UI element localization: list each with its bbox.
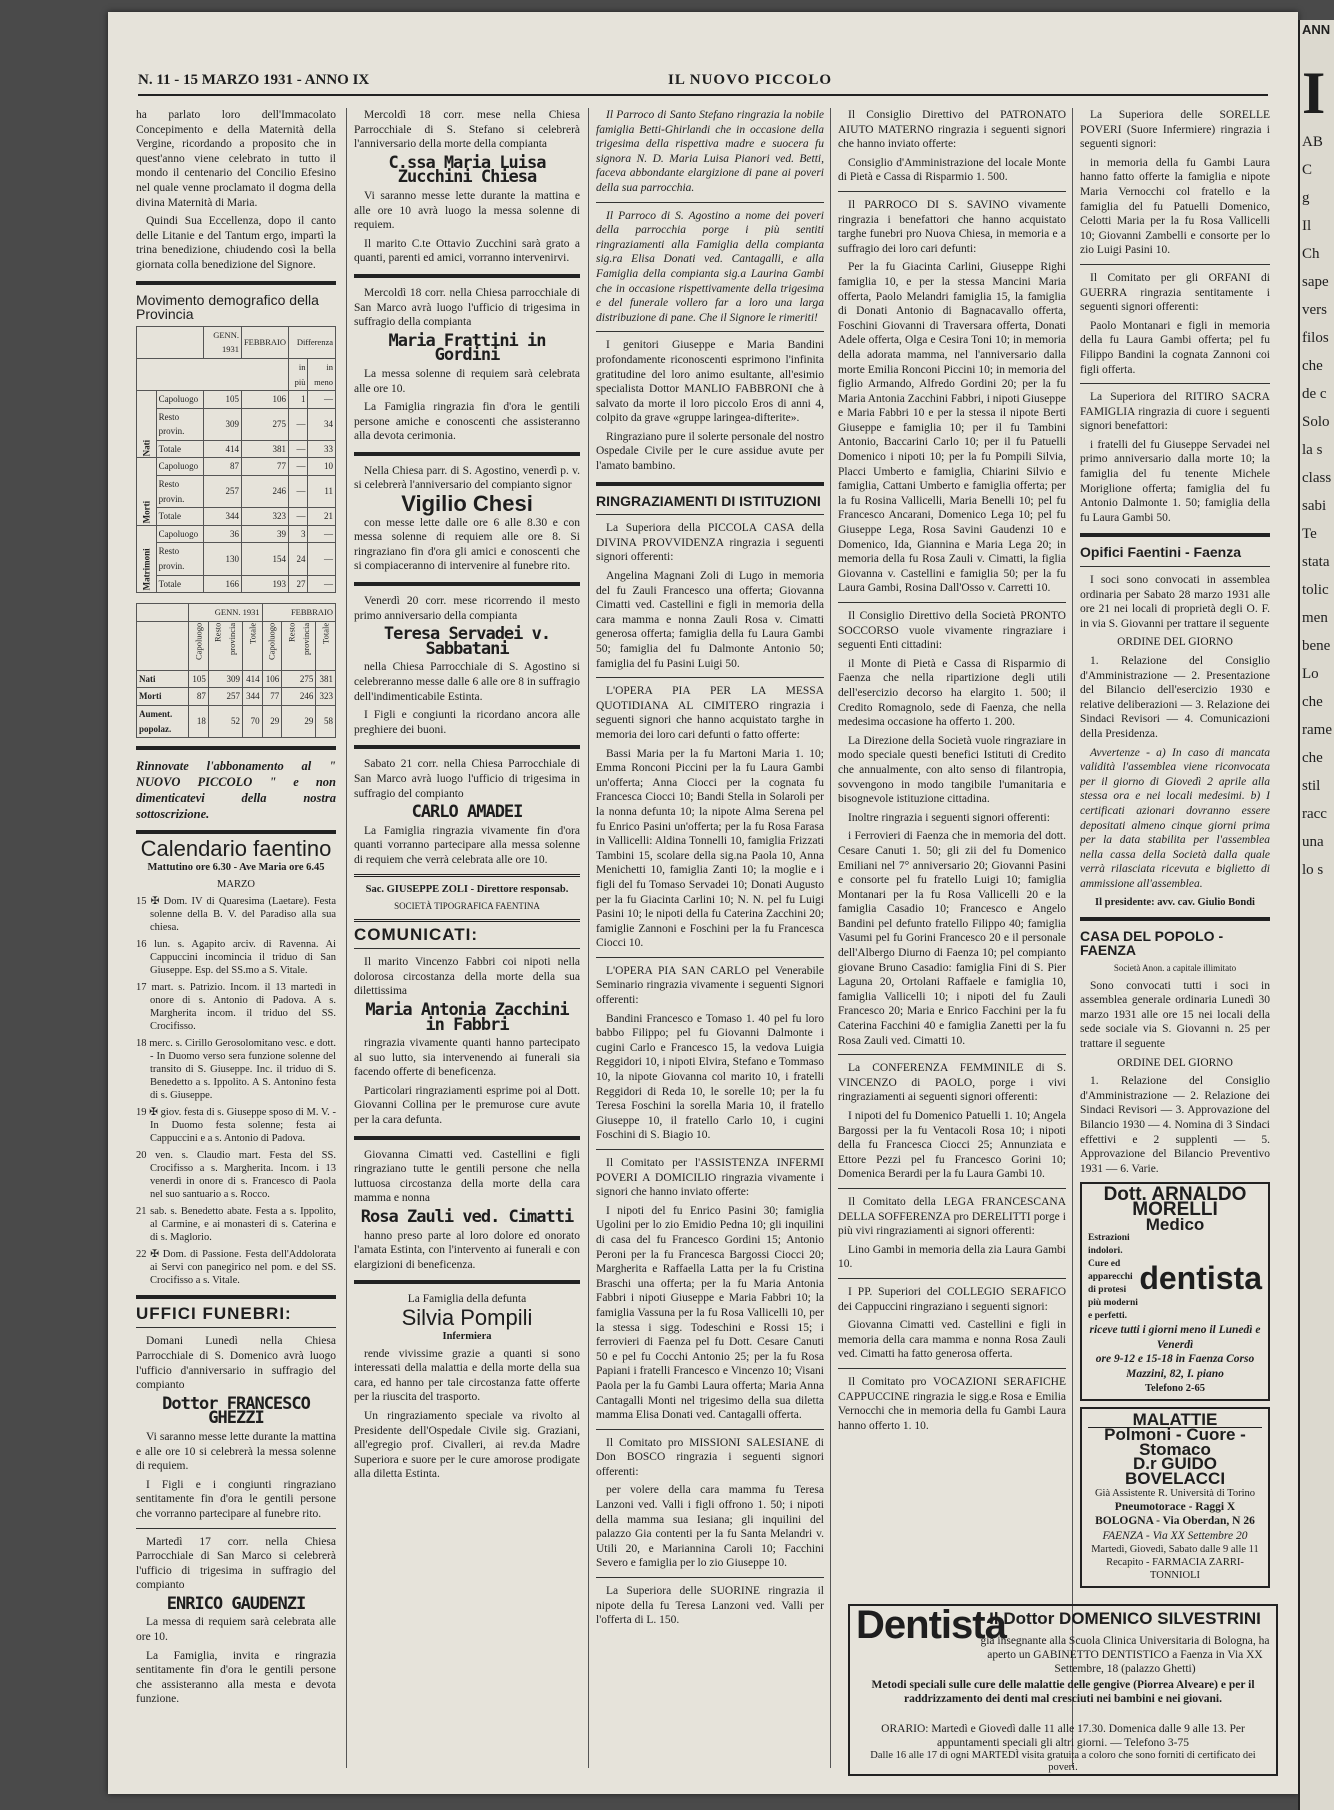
deceased-name: Maria Frattini in Gordini bbox=[388, 330, 546, 366]
ad-doctor-name: D.r GUIDO BOVELACCI bbox=[1124, 1454, 1226, 1488]
casa-popolo-title: CASA DEL POPOLO - FAENZA bbox=[1080, 927, 1224, 959]
ad-doctor-name: Il Dottor DOMENICO SILVESTRINI bbox=[989, 1609, 1261, 1628]
table-cell: 36 bbox=[204, 525, 242, 543]
table-cell: 87 bbox=[189, 688, 209, 706]
opifici-title: Opifici Faentini - Faenza bbox=[1080, 544, 1242, 561]
agenda-title: ORDINE DEL GIORNO bbox=[1117, 1056, 1233, 1069]
ad-bovelacci bbox=[1080, 1407, 1270, 1589]
ad-bologna: BOLOGNA - Via Oberdan, N 26 bbox=[1095, 1515, 1255, 1528]
notice-text: Mercoldì 18 corr. nella Chiesa parrocchiale di San Marco avrà luogo l'ufficio di trigesima in suffragio della compianta bbox=[354, 286, 580, 329]
table-row bbox=[137, 508, 336, 526]
adjacent-text-fragment: la s bbox=[1302, 442, 1323, 458]
table-header: Totale bbox=[316, 621, 336, 670]
table-header: Totale bbox=[243, 621, 263, 670]
column-divider bbox=[1072, 108, 1073, 1768]
table-cell: 33 bbox=[308, 440, 336, 458]
table-cell: Nati bbox=[137, 670, 189, 688]
table-row bbox=[137, 688, 336, 706]
ad-description: già insegnante alla Scuola Clinica Universitaria di Bologna, ha aperto un GABINETTO DENTISTICO a Faenza in Via XX Settembre, 18 (palazzo Ghetti) bbox=[980, 1635, 1270, 1675]
table-cell: 130 bbox=[204, 543, 242, 575]
table-cell: 193 bbox=[241, 575, 288, 593]
table-cell: 381 bbox=[241, 440, 288, 458]
table-cell: 1 bbox=[289, 391, 308, 409]
calendar-entry: 16 lun. s. Agapito arciv. di Ravenna. Ai Cappuccini incomincia il triduo di San Giuseppe. Esp. del SS.mo a S. Vitale. bbox=[136, 938, 336, 976]
ad-subtitle: Polmoni - Cuore - Stomaco bbox=[1104, 1425, 1246, 1459]
mattutino: Mattutino ore 6.30 - Ave Maria ore 6.45 bbox=[147, 861, 325, 873]
table-cell: — bbox=[308, 391, 336, 409]
table-cell: 344 bbox=[243, 688, 263, 706]
notice-text: Il marito C.te Ottavio Zucchini sarà grato a quanti, parenti ed amici, vorranno intervenirvi. bbox=[354, 237, 580, 265]
notice-text: Angelina Magnani Zoli di Lugo in memoria del fu Zauli Francesco una offerta; Giovanna Cimatti ved. Castellini e figli in memoria della cara mamma e nonna Zauli Rosa v. Cimatti generosa offerta; famiglia della fu Laura Gambi 50; famiglia del fu Dalmonte Antonio 50; famiglia del fu Pasini Luigi 50. bbox=[596, 570, 824, 670]
notice-text: La Famiglia, invita e ringrazia sentitamente fin d'ora le gentili persone che assisteranno alla mesta e devota funzione. bbox=[136, 1649, 336, 1706]
table-cell: 323 bbox=[241, 508, 288, 526]
notice-text: I Figli e congiunti la ricordano ancora alle preghiere dei buoni. bbox=[354, 709, 580, 736]
adjacent-text-fragment: una bbox=[1302, 834, 1324, 850]
table-header: Capoluogo bbox=[189, 621, 209, 670]
intro-text: ha parlato loro dell'Immacolato Concepimento e della Maternità della Vergine, ricordando a proposito che in quest'anno viene celebrato in tutto il mondo il centenario del Concilio Efesino nel quale venne proclamato il dogma della divina Maternità di Maria. bbox=[136, 109, 336, 209]
table-cell: 52 bbox=[208, 706, 242, 738]
table-cell: 105 bbox=[189, 670, 209, 688]
table-cell: 10 bbox=[308, 458, 336, 476]
notice-text: il Monte di Pietà e Cassa di Risparmio di Faenza che nella ripartizione degli utili dell'esercizio decorso ha elargito 1. 500; il Credito Romagnolo, sede di Faenza, che nella medesima occasione ha offerto 1. 200. bbox=[838, 657, 1066, 729]
notice-text: La Famiglia ringrazia fin d'ora le gentili persone amiche e conoscenti che assisteranno alla devota cerimonia. bbox=[354, 401, 580, 443]
notice-text: in memoria della fu Gambi Laura hanno fatto offerte la famiglia e nipote Maria Vernocchi col fratello e la famiglia del fu Patuelli Domenico, Celotti Maria per la fu Rosa Vallicelli 10; Giovanni Zambelli e consorte per lo zio Luigi Pasini 10. bbox=[1080, 156, 1270, 257]
table-cell: 77 bbox=[241, 458, 288, 476]
issue-info: N. 11 - 15 MARZO 1931 - ANNO IX bbox=[138, 72, 370, 88]
table-cell: 11 bbox=[308, 476, 336, 508]
ad-pneumo: Pneumotorace - Raggi X bbox=[1114, 1500, 1236, 1513]
notice-text: I genitori Giuseppe e Maria Bandini profondamente riconoscenti esprimono l'infinita gratitudine del loro animo esultante, all'esimio specialista Dottor MANLIO FABBRONI che à salvato da morte il loro piccolo Eros di anni 4, colpito da grave «gruppe laringea-difterite». bbox=[596, 339, 824, 425]
deceased-name: Maria Antonia Zacchini in Fabbri bbox=[365, 999, 569, 1035]
table-row bbox=[137, 670, 336, 688]
table-header: FEBBRAIO bbox=[262, 604, 335, 622]
table-cell: 39 bbox=[241, 525, 288, 543]
table-cell: 381 bbox=[316, 670, 336, 688]
notice-text: Bassi Maria per la fu Martoni Maria 1. 10; Emma Ronconi Piccini per la fu Laura Gambi un'offerta; Anna Ciocci per la cognata fu Francesca Ciocci 10; Bandi Stella in Solaroli per la nonna defunta 10; la nipote Alma Serena pel fu Enrico Pasini un'offerta; per la fu Rosa Farasa in Vallicelli: Aldina Tonnelli 10, famiglia Frizzati Tambini 15, scolare della sig.na Paola 10, Anna Menichetti 10, famiglia Zanti 10; la moglie e i figli del fu Tomaso Servadei 10; Donati Augusto per la fu Giacinta Carlini 10; N. N. pel fu Luigi Pasini 10; le nipoti della fu Caterina Zacchini 20; famiglie Zannoni e Foschini per la fu Francesca Ciocci 10. bbox=[596, 747, 824, 950]
adjacent-text-fragment: vers bbox=[1302, 302, 1327, 318]
notice-text: Inoltre ringrazia i seguenti signori offerenti: bbox=[848, 811, 1050, 824]
deceased-name: Vigilio Chesi bbox=[401, 491, 533, 517]
comunicati-title: COMUNICATI: bbox=[354, 924, 478, 944]
adjacent-text-fragment: g bbox=[1302, 190, 1310, 206]
table-cell: Capoluogo bbox=[156, 391, 204, 409]
notice-text: La CONFERENZA FEMMINILE di S. VINCENZO di PAOLO, porge i vivi ringraziamenti ai seguenti signori offerenti: bbox=[838, 1062, 1066, 1104]
adjacent-text-fragment: tolic bbox=[1302, 582, 1329, 598]
table-cell: 257 bbox=[208, 688, 242, 706]
table-cell: 106 bbox=[241, 391, 288, 409]
notice-text: La Famiglia ringrazia vivamente fin d'ora quanti vorranno partecipare alla messa solenne di requiem che verrà celebrata alle ore 10. bbox=[354, 824, 580, 866]
table-cell: 309 bbox=[208, 670, 242, 688]
masthead-title: IL NUOVO PICCOLO bbox=[668, 72, 833, 88]
calendar-entry: 17 mart. s. Patrizio. Incom. il 13 martedì in onore di s. Antonio di Padova. A s. Margherita incom. il triduo del SS. Crocifisso. bbox=[136, 981, 336, 1032]
adjacent-text-fragment: che bbox=[1302, 694, 1323, 710]
deceased-name: C.ssa Maria Luisa Zucchini Chiesa bbox=[388, 152, 546, 188]
notice-text: Venerdì 20 corr. mese ricorrendo il mesto primo anniversario della compianta bbox=[354, 595, 580, 622]
table-cell: 24 bbox=[289, 543, 308, 575]
table-cell: 3 bbox=[289, 525, 308, 543]
calendar-title: Calendario faentino bbox=[140, 836, 332, 862]
table-cell: — bbox=[289, 440, 308, 458]
agenda-items: 1. Relazione del Consiglio d'Amministrazione — 2. Relazione dei Sindaci Revisori — 3. Approvazione del Bilancio 1930 — 4. Nomina di 3 Sindaci effettivi e 2 supplenti — 5. Approvazione del Bilancio Preventivo 1931 — 6. Varie. bbox=[1080, 1075, 1270, 1175]
demographic-table-1 bbox=[136, 326, 336, 594]
notice-text: hanno preso parte al loro dolore ed onorato l'amata Estinta, con l'intervento ai funerali e con elargizioni di beneficenza. bbox=[354, 1229, 580, 1271]
notice-text: L'OPERA PIA SAN CARLO pel Venerabile Seminario ringrazia vivamente i seguenti Signori offerenti: bbox=[596, 964, 824, 1007]
table-row bbox=[137, 575, 336, 593]
table-header: in più bbox=[289, 358, 308, 390]
ad-methods: Metodi speciali sulle cure delle malattie delle gengive (Piorrea Alveare) e per il raddrizzamento dei denti mal cresciuti nei bambini e nei giovani. bbox=[871, 1679, 1255, 1705]
table-row bbox=[137, 391, 336, 409]
ad-morelli bbox=[1080, 1182, 1270, 1400]
ad-poor-visit: Dalle 16 alle 17 di ogni MARTEDÌ visita gratuita a coloro che sono forniti di certificato dei poveri. bbox=[870, 1750, 1256, 1773]
notice-text: La Superiora delle SORELLE POVERI (Suore Infermiere) ringrazia i seguenti signori: bbox=[1080, 109, 1270, 151]
ad-assistant: Già Assistente R. Università di Torino bbox=[1094, 1487, 1256, 1499]
deceased-name: Dottor FRANCESCO GHEZZI bbox=[162, 1393, 310, 1429]
table-cell: 323 bbox=[316, 688, 336, 706]
notice-text: rende vivissime grazie a quanti si sono interessati della malattia e della morte della sua cara, ed hanno per tale circostanza fatte offerte per la riuscita del trasporto. bbox=[354, 1347, 580, 1404]
notice-text: Il Comitato per l'ASSISTENZA INFERMI POVERI A DOMICILIO ringrazia vivamente i signori che hanno inviato offerte: bbox=[596, 1157, 824, 1199]
adjacent-text-fragment: C bbox=[1302, 162, 1313, 178]
table-cell: 87 bbox=[204, 458, 242, 476]
table-header: GENN. 1931 bbox=[204, 326, 242, 358]
notice-text: i fratelli del fu Giuseppe Servadei nel primo anniversario dalla morte 10; la famiglia del fu tenente Michele Moriglione offerta; famiglia del fu Antonio Dalmonte 1. 50; famiglia della fu Laura Gambi 50. bbox=[1080, 438, 1270, 524]
table-cell: 257 bbox=[204, 476, 242, 508]
column-3 bbox=[596, 108, 824, 1788]
table-header: Resto provincia bbox=[208, 621, 242, 670]
notice-text: Giovanna Cimatti ved. Castellini e figli ringraziano tutte le gentili persone che nella luttuosa circostanza della morte della cara mamma e nonna bbox=[354, 1148, 580, 1205]
adjacent-text-fragment: Solo bbox=[1302, 414, 1330, 430]
table-cell: — bbox=[289, 458, 308, 476]
notice-text: I nipoti del fu Enrico Pasini 30; famiglia Ugolini per lo zio Emidio Pedna 10; gli inquilini di casa del fu Francesco Gordini 15; Antonio Peroni per la fu Francesca Bargossi Ciocci 20; Margherita e Raffaella Latta per la fu Cristina Braschi una offerta; per la fu Maria Antonia Fabbri i nipoti Giuseppe e Maria Fabbri 10; la famiglia Vassuna per la fu Rosa Vallicelli 10, per la stessa i sigg. Todeschini e Rossi 15; i ferrovieri di Faenza pel fu Dott. Cesare Canuti 50 e pel fu Cocchi Antonio 25; per la fu Rosa Papiani i fratelli Francesco e Vincenzo 10; Visani Paola per la fu Gambi Laura offerta; Maria Anna Cantagalli Monti nel trigesimo della sua diletta mamma Elisa Donati ved. Cantagalli offerta. bbox=[596, 1204, 824, 1422]
notice-text: Vi saranno messe lette durante la mattina e alle ore 10 si celebrerà la messa solenne di requiem. bbox=[136, 1430, 336, 1473]
deceased-name: CARLO AMADEI bbox=[411, 802, 523, 823]
notice-text: Nella Chiesa parr. di S. Agostino, venerdì p. v. si celebrerà l'anniversario del compianto signor bbox=[354, 464, 580, 492]
adjacent-text-fragment: Ch bbox=[1302, 246, 1320, 262]
ad-phone: Telefono 2-65 bbox=[1145, 1382, 1205, 1394]
table-cell: Morti bbox=[137, 688, 189, 706]
uffici-title: UFFICI FUNEBRI: bbox=[136, 1303, 292, 1323]
notice-text: Il Comitato della LEGA FRANCESCANA DELLA SOFFERENZA pro DERELITTI porge i più vivi ringraziamenti ai signori offerenti: bbox=[838, 1195, 1066, 1238]
ad-hours: ORARIO: Martedì e Giovedì dalle 11 alle 17.30. Domenica dalle 9 alle 13. Per appuntamenti speciali gli altri giorni. — Telefono 3-75 bbox=[881, 1723, 1245, 1749]
table-cell: 105 bbox=[204, 391, 242, 409]
table-group-label: Nati bbox=[137, 391, 157, 458]
ad-days: Martedì, Giovedì, Sabato dalle 9 alle 11 bbox=[1091, 1544, 1259, 1556]
adjacent-text-fragment: stil bbox=[1302, 778, 1321, 794]
adjacent-text-fragment: filos bbox=[1302, 330, 1329, 346]
notice-text: Domani Lunedì nella Chiesa Parrocchiale di S. Domenico avrà luogo l'ufficio d'anniversario in suffragio del compianto bbox=[136, 1335, 336, 1392]
column-2 bbox=[354, 108, 580, 1788]
ad-estrazioni: Estrazioni indolori. Cure ed apparecchi di protesi più moderni e perfetti. bbox=[1088, 1233, 1138, 1322]
adjacent-text-fragment: Te bbox=[1302, 526, 1317, 542]
agenda-title: ORDINE DEL GIORNO bbox=[1117, 636, 1233, 649]
notice-text: Il Comitato pro VOCAZIONI SERAFICHE CAPPUCCINE ringrazia le sigg.e Rosa e Emilia Vernocchi che in memoria della fu Gambi Laura hanno offerto 1. 10. bbox=[838, 1375, 1066, 1432]
notice-text: per volere della cara mamma fu Teresa Lanzoni ved. Valli i figli offrono 1. 50; i nipoti della mamma sua Iesiana; gli inquilini del palazzo Gia contenti per la fu Santa Melandri v. Utili 20, e Mariannina Caroli 10; Facchini Severo e famiglia per lo zio Giuseppe 10. bbox=[596, 1484, 824, 1570]
notice-text: Il PARROCO DI S. SAVINO vivamente ringrazia i benefattori che hanno acquistato targhe funebri pro Nuova Chiesa, in memoria e a suffragio dei loro cari defunti: bbox=[838, 198, 1066, 255]
table-cell: — bbox=[289, 476, 308, 508]
notice-text: nella Chiesa Parrocchiale di S. Agostino si celebreranno messe dalle 6 alle ore 8 in suffragio dell'indimenticabile Estinta. bbox=[354, 661, 580, 703]
calendar-entry: 22 ✠ Dom. di Passione. Festa dell'Addolorata ai Servi con panegirico nel pom. e del SS. Crocifisso a s. Vitale. bbox=[136, 1248, 336, 1286]
table-cell: 344 bbox=[204, 508, 242, 526]
notice-text: Il Parroco di S. Agostino a nome dei poveri della parrocchia porge i più sentiti ringraziamenti alla Famiglia della compianta sig.ra Elisa Donati ved. Cantagalli, e alla Famiglia della compianta sig.a Laurina Gambi che in occasione rispettivamente della trigesima e del funerale vollero far a loro una larga distribuzione di pane. Che il Signore le rimeriti! bbox=[596, 209, 824, 324]
column-divider bbox=[588, 108, 589, 1768]
table-cell: 309 bbox=[204, 408, 242, 440]
table-cell: Totale bbox=[156, 440, 204, 458]
adjacent-header: ANN bbox=[1302, 22, 1331, 37]
table-row bbox=[137, 706, 336, 738]
notice-text: Il Comitato pro MISSIONI SALESIANE di Don BOSCO ringrazia i seguenti signori offerenti: bbox=[596, 1436, 824, 1478]
notice-text: Bandini Francesco e Tomaso 1. 40 pel fu loro babbo Filippo; pel fu Giovanni Dalmonte i cugini Carlo e Francesco 15, la vedova Luigia Reggidori 10, i nipoti Elvira, Stefano e Tommaso 10, la nipote Giovanna col marito 10, i fratelli Reggidori di Reda 10, le sorelle 10; per la fu Teresa Foschini la sorella Maria 10, il fratello Giuseppe 10, il fratello Carlo 10, i cugini Foschini di S. Biagio 10. bbox=[596, 1012, 824, 1142]
notice-text: Per la fu Giacinta Carlini, Giuseppe Righi famiglia 10, e per la stessa Mancini Maria offerta, Paolo Melandri famiglia 15, la famiglia di Donati Antonio di Bagnacavallo offerta, Foschini Giovanni di Traversara offerta, Donati Adele offerta, Olga e Cesira Toni 10; in memoria della adorata mamma, nel l'anniversario dalla morte Emilia Ronconi Piccini 10; in memoria del figlio Armando, Alfredo Gordini 20; per la fu Maria Antonia Zacchini Fabbri, i nipoti Giuseppe e Maria Fabbri 10 e per la stessa il nipote Berti Giuseppe e famiglia 10; per il fu Tambini Antonio, Baccarini Carlo 10; per il fu Patuelli Domenico i nipoti 10; per la fu Pompili Silvia, Placci Umberto e famiglia, Chiarini Silvio e famiglia, Cattani Umberto e famiglia offerta; per la fu Rosina Vallicelli, Maria Benelli 10; pel fu Francesco Ancarani, Domenico Lega 10; pel fu Giuseppe Lega, Rosa Savini Gaudenzi 10 e Domenico, Ida, Giannina e Maria Lega 20; in memoria della fu Rosa Zauli v. Cimatti, la figlia Giovanna v. Castellini e famiglia 50; per la fu Laura Gambi, Rosina Dall'Osso v. Carretti 10. bbox=[838, 261, 1066, 595]
ad-recapito: Recapito - FARMACIA ZARRI-TONNIOLI bbox=[1106, 1557, 1244, 1582]
adjacent-text-fragment: bene bbox=[1302, 638, 1331, 654]
tipografia: SOCIETÀ TIPOGRAFICA FAENTINA bbox=[394, 900, 540, 911]
ad-faenza: FAENZA - Via XX Settembre 20 bbox=[1102, 1529, 1248, 1542]
demographic-table-2 bbox=[136, 603, 336, 738]
gerente: Sac. GIUSEPPE ZOLI - Direttore responsab. bbox=[365, 883, 569, 895]
notice-text: Vi saranno messe lette durante la mattina e alle ore 10 avrà luogo la messa solenne di requiem. bbox=[354, 189, 580, 232]
notice-text: La Superiora della PICCOLA CASA della DIVINA PROVVIDENZA ringrazia i seguenti signori offerenti: bbox=[596, 522, 824, 564]
table-cell: 58 bbox=[316, 706, 336, 738]
adjacent-text-fragment: Lo bbox=[1302, 666, 1319, 682]
notice-text: La messa di requiem sarà celebrata alle ore 10. bbox=[136, 1616, 336, 1644]
table-header: GENN. 1931 bbox=[189, 604, 262, 622]
notice-text: Mercoldì 18 corr. mese nella Chiesa Parrocchiale di S. Stefano si celebrerà l'anniversario della morte della compianta bbox=[354, 109, 580, 151]
deceased-name: Teresa Servadei v. Sabbatani bbox=[383, 624, 551, 659]
table-cell: 21 bbox=[308, 508, 336, 526]
adjacent-text-fragment: Il bbox=[1302, 218, 1312, 234]
column-5 bbox=[1080, 108, 1270, 1596]
adjacent-text-fragment: racc bbox=[1302, 806, 1327, 822]
adjacent-text-fragment: sabi bbox=[1302, 498, 1327, 514]
notice-text: I PP. Superiori del COLLEGIO SERAFICO dei Cappuccini ringraziano i seguenti signori: bbox=[838, 1285, 1066, 1313]
notice-text: Particolari ringraziamenti esprime poi al Dott. Giovanni Collina per le premurose cure avute per la cara defunta. bbox=[354, 1084, 580, 1127]
adjacent-text-fragment: sape bbox=[1302, 274, 1329, 290]
table-cell: 29 bbox=[262, 706, 282, 738]
adjacent-text-fragment: de c bbox=[1302, 386, 1327, 402]
notice-text: Sabato 21 corr. nella Chiesa Parrocchiale di San Marco avrà luogo l'ufficio di trigesima in suffragio del compianto bbox=[354, 758, 580, 800]
notice-text: La Superiora del RITIRO SACRA FAMIGLIA ringrazia di cuore i seguenti signori benefattori: bbox=[1080, 391, 1270, 433]
notice-text: La messa solenne di requiem sarà celebrata alle ore 10. bbox=[354, 367, 580, 395]
adjacent-text-fragment: rame bbox=[1302, 722, 1332, 738]
table-header: Capoluogo bbox=[262, 621, 282, 670]
table-cell: — bbox=[289, 408, 308, 440]
table-row bbox=[137, 440, 336, 458]
adjacent-text-fragment: men bbox=[1302, 610, 1328, 626]
table-row bbox=[137, 525, 336, 543]
ad-doctor-name: Dott. ARNALDO MORELLI bbox=[1103, 1184, 1247, 1220]
intro-text: Quindi Sua Eccellenza, dopo il canto delle Litanie e del Tantum ergo, impartì la trina benedizione, chiudendo così la bella giornata colla benedizione del Signore. bbox=[136, 215, 336, 271]
table-row bbox=[137, 408, 336, 440]
table-cell: 166 bbox=[204, 575, 242, 593]
table-cell: 246 bbox=[241, 476, 288, 508]
calendar-entry: 18 merc. s. Cirillo Gerosolomitano vesc. e dott. - In Duomo verso sera funzione solenne del transito di S. Giuseppe. Inc. il triduo di S. Benedetto a s. Ippolito. A S. Antonino festa di s. Giuseppe. bbox=[136, 1037, 336, 1101]
table-cell: Totale bbox=[156, 575, 204, 593]
table-row bbox=[137, 543, 336, 575]
calendar-entry: 19 ✠ giov. festa di s. Giuseppe sposo di M. V. - In Duomo festa solenne; festa ai Cappuccini e a s. Antonio di Padova. bbox=[136, 1106, 336, 1144]
calendar-entry: 21 sab. s. Benedetto abate. Festa a s. Ippolito, al Carmine, e ai monasteri di s. Caterina e di s. Maglorio. bbox=[136, 1205, 336, 1243]
adjacent-text-fragment: che bbox=[1302, 750, 1323, 766]
notice-text: Sono convocati tutti i soci in assemblea generale ordinaria Lunedì 30 marzo 1931 alle ore 15 nei locali della sede sociale via S. Giovanni n. 25 per trattare il seguente bbox=[1080, 979, 1270, 1051]
table-cell: 154 bbox=[241, 543, 288, 575]
ad-silvestrini bbox=[848, 1604, 1278, 1776]
table-group-label: Morti bbox=[137, 458, 157, 525]
table-cell: 275 bbox=[241, 408, 288, 440]
notice-text: Un ringraziamento speciale va rivolto al Presidente dell'Ospedale Civile sig. Graziani, all'egregio prof. Civalleri, ai rev.da Madre Superiora e suore per le cure amorose prodigate alla diletta Estinta. bbox=[354, 1409, 580, 1481]
calendar-entry: 15 ✠ Dom. IV di Quaresima (Laetare). Festa solenne della B. V. del Paradiso alla sua chiesa. bbox=[136, 895, 336, 933]
notice-text: La Superiora delle SUORINE ringrazia il nipote della fu Teresa Lanzoni ved. Valli per l'offerta di L. 150. bbox=[596, 1585, 824, 1627]
table-cell: — bbox=[308, 575, 336, 593]
table-cell: Resto provin. bbox=[156, 543, 204, 575]
ad-medico: Medico bbox=[1145, 1214, 1205, 1234]
agenda-items: 1. Relazione del Consiglio d'Amministrazione — 2. Presentazione del Bilancio dell'esercizio 1930 e relative deliberazioni — 3. Relazione dei Sindaci Revisori — 4. Comunicazioni della Presidenza. bbox=[1080, 655, 1270, 740]
notice-text: Il marito Vincenzo Fabbri coi nipoti nella dolorosa circostanza della morte della sua dilettissima bbox=[354, 956, 580, 998]
adjacent-text-fragment: lo s bbox=[1302, 862, 1324, 878]
subscription-note: Rinnovate l'abbonamento al " NUOVO PICCOLO " e non dimenticatevi della nostra sottoscrizione. bbox=[136, 759, 336, 822]
column-1 bbox=[136, 108, 336, 1788]
deceased-name: Silvia Pompili bbox=[401, 1305, 533, 1330]
table-cell: 414 bbox=[243, 670, 263, 688]
adjacent-page-edge bbox=[1298, 20, 1334, 1810]
deceased-name: Rosa Zauli ved. Cimatti bbox=[360, 1207, 574, 1228]
adjacent-text-fragment: AB bbox=[1302, 134, 1323, 150]
table-cell: 27 bbox=[289, 575, 308, 593]
table-header: in meno bbox=[308, 358, 336, 390]
table-header: FEBBRAIO bbox=[241, 326, 288, 358]
ad-hours: ore 9-12 e 15-18 in Faenza Corso Mazzini, 82, I. piano bbox=[1095, 1353, 1255, 1380]
table-cell: — bbox=[289, 508, 308, 526]
notice-text: I nipoti del fu Domenico Patuelli 1. 10; Angela Bargossi per la fu Ventacoli Rosa 10; i nipoti della fu Francesca Ciocci 25; Annunziata e Ettore Pezzi pel fu Francesco Gorini 10; Domenica Berardi per la fu Laura Gambi 10. bbox=[838, 1110, 1066, 1181]
adjacent-text-fragment: che bbox=[1302, 358, 1323, 374]
notice-text: Ringraziano pure il solerte personale del nostro Ospedale Civile per le cure assidue avute per l'amato bambino. bbox=[596, 430, 824, 473]
table-cell: 18 bbox=[189, 706, 209, 738]
column-divider bbox=[346, 108, 347, 1768]
calendar-entry: 20 ven. s. Claudio mart. Festa del SS. Crocifisso a s. Margherita. Incom. i 13 venerdì in onore di s. Francesco di Paola nel suo santuario a s. Rocco. bbox=[136, 1149, 336, 1200]
table-cell: Totale bbox=[156, 508, 204, 526]
ad-dentista: Dentista bbox=[856, 1603, 1006, 1647]
notice-text: Il Consiglio Direttivo del PATRONATO AIUTO MATERNO ringrazia i seguenti signori che hanno inviato offerte: bbox=[838, 109, 1066, 151]
table-header: Differenza bbox=[289, 326, 336, 358]
movimento-title: Movimento demografico della Provincia bbox=[136, 291, 319, 323]
notice-text: Lino Gambi in memoria della zia Laura Gambi 10. bbox=[838, 1243, 1066, 1271]
table-cell: 77 bbox=[262, 688, 282, 706]
notice-text: Paolo Montanari e figli in memoria della fu Laura Gambi offerta; pel fu Filippo Bandini la cognata Zannoni coi figli offerta. bbox=[1080, 319, 1270, 376]
adjacent-big-letter: I bbox=[1302, 60, 1326, 126]
table-cell: 106 bbox=[262, 670, 282, 688]
column-4 bbox=[838, 108, 1066, 1596]
notice-text: La Direzione della Società vuole ringraziare in modo speciale questi benefici Istituti di Credito che annualmente, con alto senso di filantropia, sovvengono in modo tangibile l'umanitaria e bisognevole istituzione cittadina. bbox=[838, 734, 1066, 806]
calendar-list bbox=[136, 895, 336, 1287]
calendar-month: MARZO bbox=[217, 878, 255, 890]
table-cell: 70 bbox=[243, 706, 263, 738]
notice-text: Il Consiglio Direttivo della Società PRONTO SOCCORSO vuole vivamente ringraziare i seguenti Enti cittadini: bbox=[838, 610, 1066, 652]
table-cell: Resto provin. bbox=[156, 408, 204, 440]
notice-text: I soci sono convocati in assemblea ordinaria per Sabato 28 marzo 1931 alle ore 21 nei locali di proprietà degli O. F. in via S. Giovanni per trattare il seguente bbox=[1080, 574, 1270, 630]
ad-dentista: dentista bbox=[1139, 1259, 1262, 1296]
deceased-name: ENRICO GAUDENZI bbox=[166, 1593, 306, 1614]
table-cell: Resto provin. bbox=[156, 476, 204, 508]
casa-popolo-sub: Società Anon. a capitale illimitato bbox=[1113, 962, 1237, 973]
president: Il presidente: avv. cav. Giulio Bondi bbox=[1095, 896, 1255, 908]
table-row bbox=[137, 476, 336, 508]
notice-text: Martedì 17 corr. nella Chiesa Parrocchiale di San Marco si celebrerà l'ufficio di trigesima in suffragio del compianto bbox=[136, 1535, 336, 1592]
notice-text: I Figli e i congiunti ringraziano sentitamente fin d'ora le gentili persone che vorranno partecipare al funebre rito. bbox=[136, 1478, 336, 1520]
newspaper-page bbox=[108, 12, 1298, 1794]
table-cell: — bbox=[308, 525, 336, 543]
notice-text: i Ferrovieri di Faenza che in memoria del dott. Cesare Canuti 1. 50; gli zii del fu Domenico Emiliani nel 7° anniversario 20; Giovanni Pasini e consorte pel fu fratello Luigi 10; famiglia Montanari per la fu Rosa Vallicelli 20 e la famiglia Casadio 10; Francesco e Angelo Bandini pel defunto fratello Filippo 40; famiglia Vasumi pel fu Gorini Francesco 20 e il personale dell'Albergo Diurno di Faenza 10; pel compianto giovane Bruno Casadio: famiglia Fini di S. Pier Laguna 20, Ortolani Raffaele e famiglia 10, famiglia Vallicelli 10; i nipoti del fu Zauli Francesco 20; Maria e Enrico Facchini per la fu Caterina Facchini 40 e famiglia Zanetti per la fu Rosa Zauli ved. Cimatti 10. bbox=[838, 830, 1066, 1047]
table-cell: Capoluogo bbox=[156, 525, 204, 543]
ad-title: MALATTIE bbox=[1088, 1413, 1262, 1429]
ad-days: riceve tutti i giorni meno il Lunedì e Venerdì bbox=[1089, 1324, 1261, 1351]
notice-text: Il Comitato per gli ORFANI di GUERRA ringrazia sentitamente i seguenti signori offerenti: bbox=[1080, 271, 1270, 314]
adjacent-text-fragment: class bbox=[1302, 470, 1332, 486]
table-cell: — bbox=[308, 543, 336, 575]
notice-text: ringrazia vivamente quanti hanno partecipato al suo lutto, sia intervenendo ai funerali sia facendo offerte di beneficenza. bbox=[354, 1037, 580, 1079]
page-header bbox=[138, 70, 1268, 96]
notice-text: La Famiglia della defunta bbox=[407, 1293, 527, 1306]
deceased-role: Infermiera bbox=[442, 1330, 492, 1342]
table-cell: 29 bbox=[282, 706, 316, 738]
notice-text: Avvertenze - a) In caso di mancata validità l'assemblea viene riconvocata per il giorno di Giovedì 2 aprile alla stessa ora e nei locali medesimi. b) I certificati azionari dovranno essere depositati almeno cinque giorni prima per la data stabilita per l'assemblea nella cassa della Società dalla quale verrà rilasciata ricevuta e biglietto di ammissione all'assemblea. bbox=[1080, 746, 1270, 890]
table-cell: Aument. popolaz. bbox=[137, 706, 189, 738]
notice-text: con messe lette dalle ore 6 alle 8.30 e con messa solenne di requiem alle ore 8. Si ringraziano fin d'ora gli amici e conoscenti che si compiaceranno di intervenire al funebre rito. bbox=[354, 516, 580, 573]
notice-text: Giovanna Cimatti ved. Castellini e figli in memoria della cara mamma e nonna Rosa Zauli ved. Cimatti ha fatto generosa offerta. bbox=[838, 1319, 1066, 1361]
table-cell: 34 bbox=[308, 408, 336, 440]
table-group-label: Matrimoni bbox=[137, 525, 157, 592]
adjacent-text-fragment: stata bbox=[1302, 554, 1330, 570]
notice-text: Consiglio d'Amministrazione del locale Monte di Pietà e Cassa di Risparmio 1. 500. bbox=[838, 156, 1066, 184]
table-cell: 275 bbox=[282, 670, 316, 688]
ringraziamenti-title: RINGRAZIAMENTI DI ISTITUZIONI bbox=[596, 492, 821, 509]
table-cell: 246 bbox=[282, 688, 316, 706]
table-header: Resto provincia bbox=[282, 621, 316, 670]
table-cell: Capoluogo bbox=[156, 458, 204, 476]
notice-text: Il Parroco di Santo Stefano ringrazia la nobile famiglia Betti-Ghirlandi che in occasione della trigesima della rispettiva madre e suocera fu signora N. D. Maria Luisa Pianori ved. Betti, faceva abbondante elargizione di pane ai poveri della sua parrocchia. bbox=[596, 109, 824, 194]
column-divider bbox=[830, 108, 831, 1768]
notice-text: L'OPERA PIA PER LA MESSA QUOTIDIANA AL CIMITERO ringrazia i seguenti signori che hanno acquistato targhe in memoria dei loro cari defunti o fatto offerte: bbox=[596, 685, 824, 741]
table-cell: 414 bbox=[204, 440, 242, 458]
table-row bbox=[137, 458, 336, 476]
